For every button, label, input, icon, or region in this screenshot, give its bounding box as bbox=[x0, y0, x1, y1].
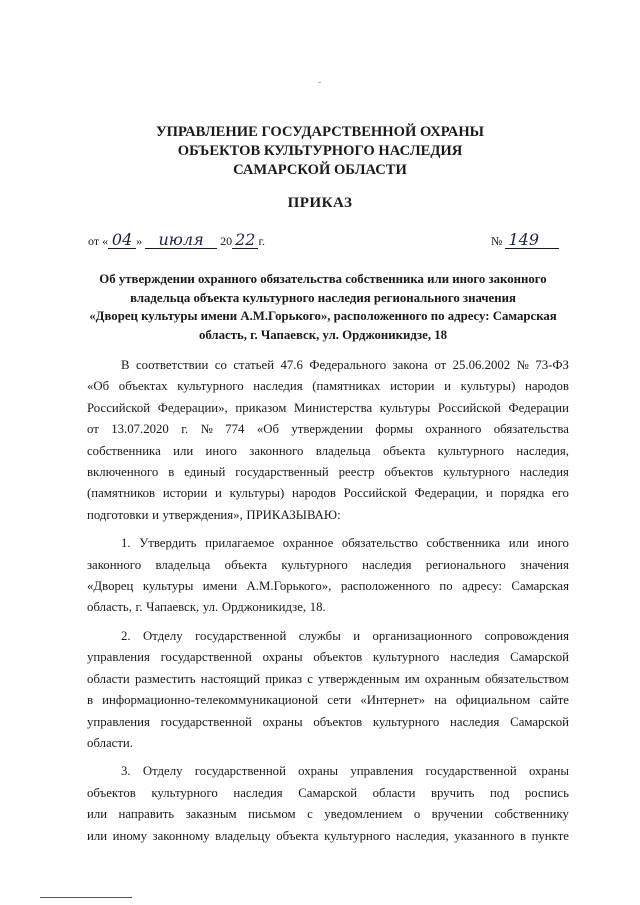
word: утвержденным bbox=[318, 671, 400, 686]
paragraph bbox=[87, 355, 569, 526]
word: с bbox=[307, 807, 313, 822]
text-line bbox=[87, 826, 569, 847]
word: включенного bbox=[87, 465, 159, 480]
word: наследия bbox=[253, 379, 303, 394]
text-line bbox=[87, 576, 569, 597]
word: государственной bbox=[425, 764, 517, 779]
word: законного bbox=[249, 443, 304, 458]
org-line: УПРАВЛЕНИЕ ГОСУДАРСТВЕННОЙ ОХРАНЫ bbox=[155, 124, 485, 140]
word: сопровождения bbox=[484, 628, 569, 643]
word: 2. bbox=[121, 628, 131, 643]
word: культуры) bbox=[460, 379, 516, 394]
org-line: САМАРСКОЙ ОБЛАСТИ bbox=[233, 162, 407, 178]
word: обязательства bbox=[493, 422, 569, 437]
text-line bbox=[87, 733, 569, 754]
word: 3. bbox=[121, 764, 131, 779]
word: иного bbox=[537, 536, 569, 551]
word: утверждении bbox=[291, 422, 363, 437]
word: г. bbox=[135, 600, 143, 615]
text-line bbox=[87, 441, 569, 462]
word: Российской bbox=[87, 400, 151, 415]
word: обязательство bbox=[341, 536, 418, 551]
word: культурного bbox=[443, 465, 510, 480]
word: Федерации bbox=[508, 400, 569, 415]
word: владельца bbox=[155, 557, 211, 572]
document-type-title: ПРИКАЗ bbox=[287, 195, 353, 211]
text-line bbox=[87, 597, 569, 618]
word: истории bbox=[390, 379, 435, 394]
word: приказом bbox=[235, 400, 287, 415]
word: на bbox=[434, 693, 447, 708]
word: ул. bbox=[202, 600, 219, 615]
word: вручении bbox=[431, 807, 484, 822]
word: охранное bbox=[282, 536, 334, 551]
word: культуры bbox=[379, 400, 431, 415]
word: им bbox=[404, 671, 420, 686]
word: 774 bbox=[225, 422, 245, 437]
word: культурного bbox=[372, 650, 440, 665]
word: объектов bbox=[384, 465, 434, 480]
word: область, bbox=[87, 600, 132, 615]
date-year-prefix: 20 bbox=[220, 234, 233, 248]
word: культурного bbox=[324, 828, 391, 843]
word: владельцу bbox=[215, 828, 271, 843]
word: и bbox=[353, 628, 361, 643]
word: г. bbox=[181, 422, 189, 437]
word: или bbox=[87, 828, 108, 843]
word: области. bbox=[87, 735, 133, 750]
word: в bbox=[519, 828, 527, 843]
text-line bbox=[87, 783, 569, 804]
word: имени bbox=[202, 579, 238, 594]
text-line bbox=[87, 712, 569, 733]
word: в bbox=[168, 465, 175, 480]
word: области bbox=[372, 785, 416, 800]
word: охраны bbox=[528, 764, 569, 779]
text-line bbox=[87, 626, 569, 647]
text-line bbox=[87, 804, 569, 825]
word: наследия, bbox=[396, 828, 449, 843]
text-line bbox=[87, 355, 569, 376]
word: закона bbox=[392, 358, 428, 372]
date-day-handwritten: 04 bbox=[108, 232, 136, 249]
number-sign: № bbox=[491, 234, 503, 248]
word: наследия, bbox=[516, 443, 569, 458]
date-suffix: г. bbox=[258, 234, 266, 248]
word: собственнику bbox=[494, 807, 569, 822]
text-line bbox=[87, 761, 569, 782]
word: Федерального bbox=[309, 358, 387, 372]
word: «Об bbox=[87, 379, 110, 394]
word: владельца bbox=[315, 443, 371, 458]
word: «Об bbox=[256, 422, 279, 437]
word: со bbox=[214, 358, 227, 372]
order-body bbox=[87, 355, 569, 847]
word: Федерации», bbox=[157, 400, 228, 415]
scan-speck bbox=[318, 82, 321, 83]
word: объектов bbox=[313, 650, 363, 665]
word: и bbox=[444, 379, 452, 394]
word: объекта bbox=[276, 828, 319, 843]
word: объектах bbox=[118, 379, 168, 394]
text-line bbox=[87, 505, 569, 526]
word: истории bbox=[162, 486, 208, 501]
text-line bbox=[87, 462, 569, 483]
word: 25.06.2002 bbox=[452, 358, 511, 372]
date-month-handwritten: июля bbox=[145, 232, 217, 249]
word: «Интернет» bbox=[360, 693, 426, 708]
word: (памятников bbox=[87, 486, 156, 501]
word: службы bbox=[298, 628, 341, 643]
word: или bbox=[87, 807, 108, 822]
word: культурного bbox=[281, 557, 348, 572]
word: Самарской bbox=[510, 714, 569, 729]
word: законного bbox=[87, 557, 142, 572]
word: 47.6 bbox=[280, 358, 303, 372]
word: его bbox=[551, 486, 569, 501]
word: охранным bbox=[424, 671, 480, 686]
word: о bbox=[413, 807, 421, 822]
paragraph bbox=[87, 626, 569, 754]
word: формы bbox=[375, 422, 413, 437]
word: В bbox=[121, 358, 130, 372]
organization-header bbox=[0, 123, 640, 180]
word: собственника bbox=[87, 443, 161, 458]
word: наследия bbox=[450, 650, 500, 665]
word: и bbox=[215, 486, 222, 501]
text-line bbox=[87, 690, 569, 711]
word: № bbox=[200, 422, 213, 437]
word: пункте bbox=[531, 828, 569, 843]
word: объекта bbox=[382, 443, 426, 458]
word: письмом bbox=[248, 807, 296, 822]
paragraph-gap bbox=[87, 619, 569, 626]
word: под bbox=[489, 785, 510, 800]
word: сайте bbox=[539, 693, 569, 708]
word: охраны bbox=[262, 650, 303, 665]
date-mid: » bbox=[136, 234, 143, 248]
org-line: ОБЪЕКТОВ КУЛЬТУРНОГО НАСЛЕДИЯ bbox=[177, 143, 463, 159]
word: Министерства bbox=[294, 400, 373, 415]
paragraph-gap bbox=[87, 526, 569, 533]
word: уведомлением bbox=[324, 807, 403, 822]
word: культуры bbox=[142, 579, 194, 594]
word: наследия bbox=[450, 714, 500, 729]
word: утверждения», bbox=[162, 507, 243, 522]
word: объектов bbox=[313, 714, 363, 729]
word: сети bbox=[327, 693, 352, 708]
word: направить bbox=[118, 807, 175, 822]
word: приказ bbox=[265, 671, 303, 686]
word: государственный bbox=[235, 465, 329, 480]
word: с bbox=[307, 671, 313, 686]
word: порядка bbox=[500, 486, 545, 501]
word: законному bbox=[152, 828, 210, 843]
word: Отделу bbox=[142, 764, 183, 779]
word: организационного bbox=[372, 628, 473, 643]
word: «Дворец bbox=[87, 579, 134, 594]
word: Орджоникидзе, bbox=[221, 600, 307, 615]
word: настоящий bbox=[200, 671, 260, 686]
order-subject bbox=[72, 270, 574, 344]
word: Утвердить bbox=[139, 536, 197, 551]
word: Самарской bbox=[298, 785, 358, 800]
text-line bbox=[87, 483, 569, 504]
word: Российской bbox=[343, 486, 407, 501]
date-year-handwritten: 22 bbox=[232, 232, 258, 249]
word: подготовки bbox=[87, 507, 149, 522]
word: управления bbox=[350, 764, 414, 779]
word: Самарской bbox=[510, 650, 569, 665]
word: обязательством bbox=[485, 671, 569, 686]
word: народов bbox=[292, 486, 336, 501]
word: информационно-телекоммуникационой bbox=[102, 693, 319, 708]
word: наследия bbox=[519, 465, 569, 480]
word: 13.07.2020 bbox=[111, 422, 169, 437]
word: охраны bbox=[262, 714, 303, 729]
word: охраны bbox=[298, 764, 339, 779]
subject-line: Об утверждении охранного обязательства собственника или иного законного bbox=[99, 272, 547, 286]
word: объектов bbox=[87, 785, 136, 800]
word: разместить bbox=[134, 671, 196, 686]
text-line bbox=[87, 398, 569, 419]
word: или bbox=[508, 536, 529, 551]
word: значения bbox=[520, 557, 569, 572]
word: Чапаевск, bbox=[146, 600, 200, 615]
word: государственной bbox=[160, 714, 252, 729]
text-line bbox=[87, 555, 569, 576]
word: регионального bbox=[425, 557, 506, 572]
word: Самарская bbox=[511, 579, 569, 594]
word: народов bbox=[524, 379, 569, 394]
order-date bbox=[88, 232, 265, 249]
word: управления bbox=[87, 714, 150, 729]
word: А.М.Горького», bbox=[246, 579, 332, 594]
word: от bbox=[434, 358, 447, 372]
word: Федерации, bbox=[414, 486, 479, 501]
word: области bbox=[87, 671, 130, 686]
word: статьей bbox=[233, 358, 275, 372]
word: ПРИКАЗЫВАЮ: bbox=[246, 507, 341, 522]
word: (памятниках bbox=[312, 379, 381, 394]
word: наследия bbox=[233, 785, 283, 800]
word: 73-ФЗ bbox=[535, 358, 569, 372]
word: государственной bbox=[194, 764, 286, 779]
text-line bbox=[87, 419, 569, 440]
word: культурного bbox=[437, 443, 505, 458]
word: прилагаемое bbox=[205, 536, 275, 551]
word: или bbox=[173, 443, 194, 458]
footer-rule bbox=[40, 897, 132, 898]
subject-line: «Дворец культуры имени А.М.Горького», расположенного по адресу: Самарская bbox=[89, 309, 557, 323]
word: в bbox=[87, 693, 94, 708]
date-prefix: от « bbox=[88, 234, 109, 248]
subject-line: область, г. Чапаевск, ул. Орджоникидзе, 18 bbox=[198, 327, 448, 342]
word: Российской bbox=[437, 400, 501, 415]
word: заказным bbox=[185, 807, 237, 822]
text-line bbox=[87, 376, 569, 397]
word: культурного bbox=[372, 714, 440, 729]
word: культурного bbox=[177, 379, 244, 394]
word: собственника bbox=[426, 536, 501, 551]
word: и bbox=[152, 507, 159, 522]
paragraph bbox=[87, 533, 569, 619]
word: культурного bbox=[151, 785, 218, 800]
word: единый bbox=[184, 465, 226, 480]
word: иного bbox=[205, 443, 237, 458]
word: охранного bbox=[425, 422, 482, 437]
word: 1. bbox=[121, 536, 131, 551]
word: реестр bbox=[338, 465, 375, 480]
text-line bbox=[87, 533, 569, 554]
word: объекта bbox=[224, 557, 268, 572]
word: и bbox=[485, 486, 493, 501]
word: адресу: bbox=[462, 579, 502, 594]
word: по bbox=[439, 579, 453, 594]
word: управления bbox=[87, 650, 150, 665]
word: вручить bbox=[430, 785, 475, 800]
word: иному bbox=[112, 828, 147, 843]
word: Отделу bbox=[143, 628, 183, 643]
word: наследия bbox=[362, 557, 412, 572]
number-handwritten: 149 bbox=[505, 232, 559, 249]
order-number bbox=[491, 232, 559, 249]
subject-line: владельца объекта культурного наследия регионального значения bbox=[130, 290, 516, 305]
word: государственной bbox=[195, 628, 287, 643]
text-line bbox=[87, 647, 569, 668]
word: указанного bbox=[454, 828, 515, 843]
word: культуры) bbox=[229, 486, 285, 501]
word: государственной bbox=[160, 650, 252, 665]
word: 18. bbox=[309, 600, 326, 615]
word: расположенного bbox=[340, 579, 430, 594]
word: от bbox=[87, 422, 99, 437]
word: официальном bbox=[455, 693, 531, 708]
word: № bbox=[516, 358, 529, 372]
paragraph bbox=[87, 761, 569, 847]
word: роспись bbox=[524, 785, 569, 800]
word: соответствии bbox=[136, 358, 209, 372]
paragraph-gap bbox=[87, 754, 569, 761]
text-line bbox=[87, 669, 569, 690]
